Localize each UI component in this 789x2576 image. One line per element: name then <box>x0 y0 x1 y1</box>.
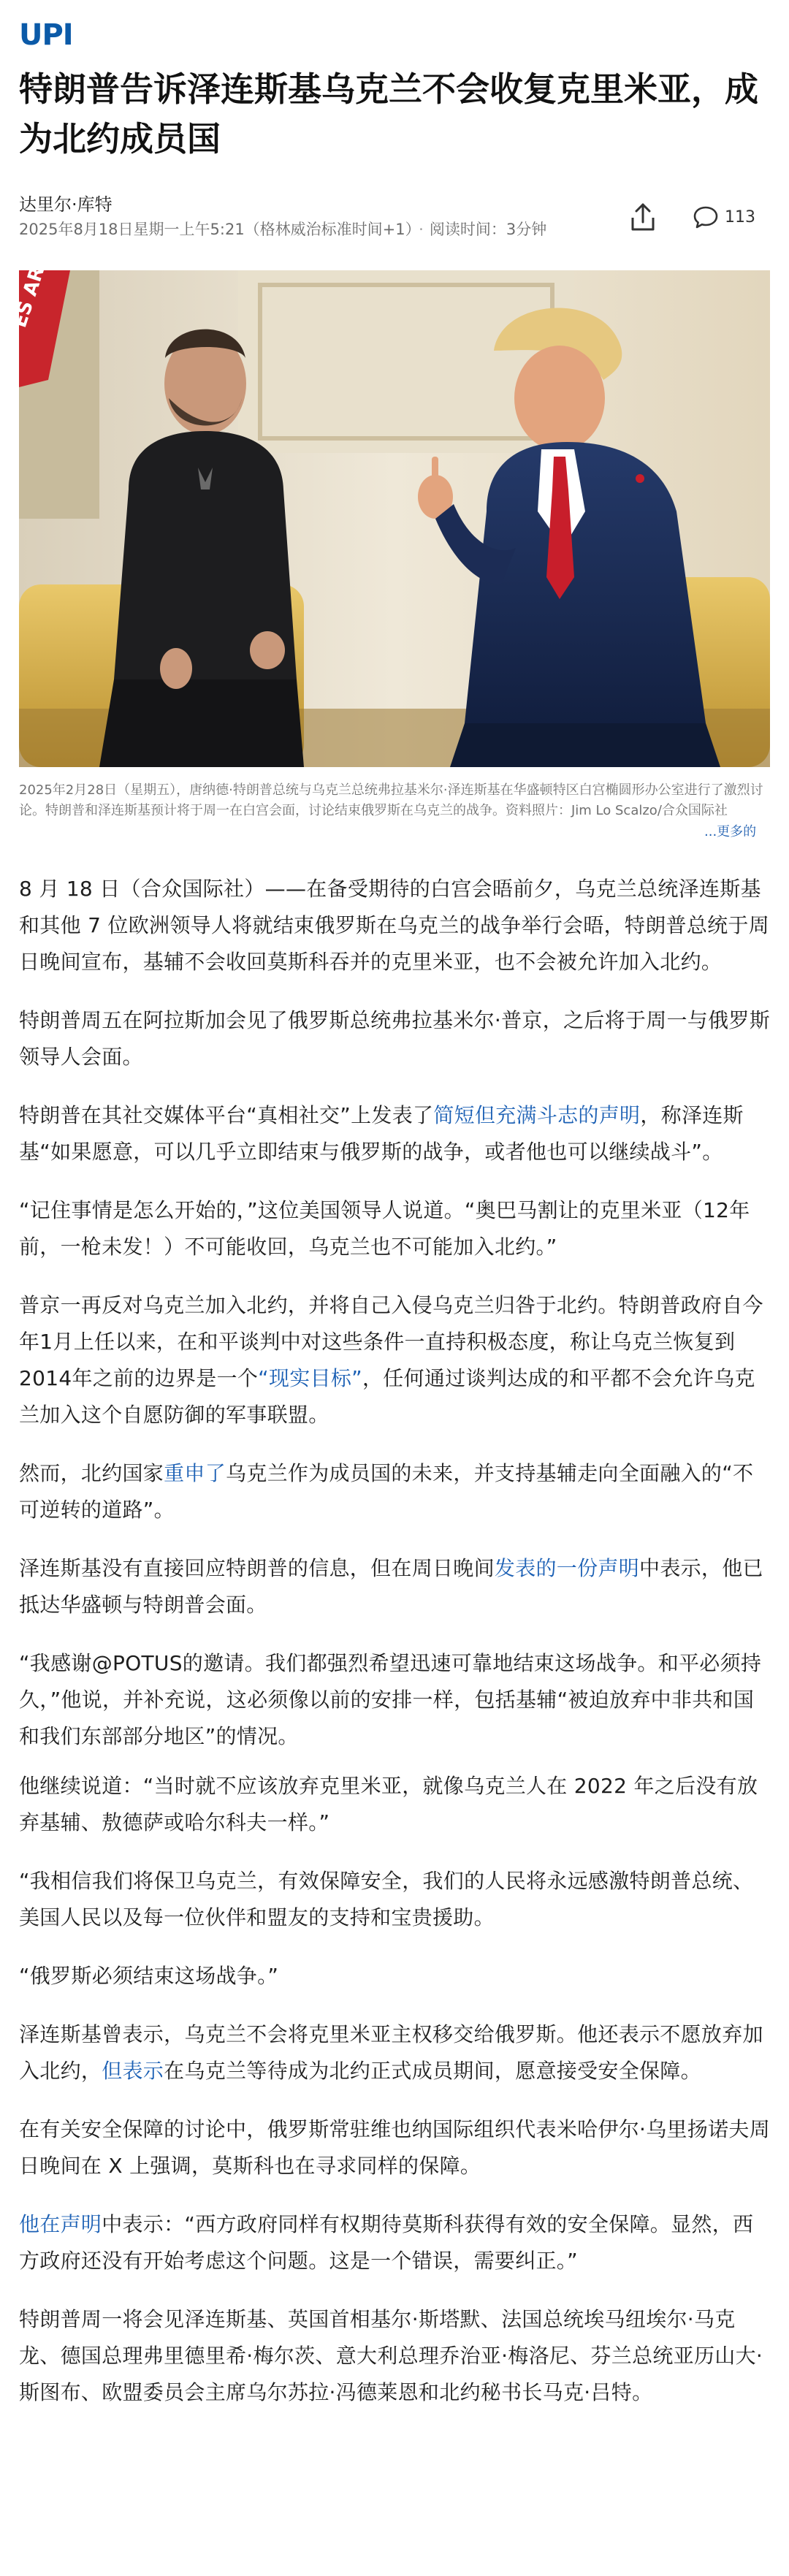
paragraph-text: 在有关安全保障的讨论中，俄罗斯常驻维也纳国际组织代表米哈伊尔·乌里扬诺夫周日晚间在 X 上强调，莫斯科也在寻求同样的保障。 <box>19 2117 771 2178</box>
article-paragraph <box>19 871 771 980</box>
article-paragraph <box>19 1768 771 1841</box>
article-paragraph <box>19 1192 771 1265</box>
paragraph-text: 特朗普周五在阿拉斯加会见了俄罗斯总统弗拉基米尔·普京，之后将于周一与俄罗斯领导人会面。 <box>19 1008 771 1069</box>
inline-link[interactable]: 但表示 <box>102 2059 164 2083</box>
paragraph-text: 在乌克兰等待成为北约正式成员期间，愿意接受安全保障。 <box>164 2059 701 2083</box>
paragraph-text: 乌克兰作为成员国的未来，并支持基辅走向全面融入的“不可逆转的道路”。 <box>19 1461 754 1522</box>
article-paragraph <box>19 1863 771 1936</box>
article-paragraph <box>19 1287 771 1433</box>
oval-office-photo-illustration <box>9 264 770 767</box>
paragraph-text: 中表示，他已抵达华盛顿与特朗普会面。 <box>19 1556 763 1617</box>
article-paragraph <box>19 2111 771 2184</box>
article-paragraph <box>19 2206 771 2279</box>
comment-bubble-icon <box>693 205 719 229</box>
upi-logo[interactable]: UPI <box>19 18 73 52</box>
photo-caption: 2025年2月28日（星期五），唐纳德·特朗普总统与乌克兰总统弗拉基米尔·泽连斯基在华盛顿特区白宫椭圆形办公室进行了激烈讨论。特朗普和泽连斯基预计将于周一在白宫会面，讨论结束俄罗斯在乌克兰的战争。资料照片：Jim Lo Scalzo/合众国际社 <box>19 782 763 818</box>
paragraph-text: 特朗普在其社交媒体平台“真相社交”上发表了 <box>19 1103 434 1127</box>
banner-text: ES AR <box>9 264 50 331</box>
paragraph-text: “我相信我们将保卫乌克兰，有效保障安全，我们的人民将永远感激特朗普总统、美国人民以及每一位伙伴和盟友的支持和宝贵援助。 <box>19 1869 754 1929</box>
article-paragraph <box>19 2301 771 2411</box>
caption-more-link[interactable]: ...更多的 <box>704 824 757 839</box>
article-photo[interactable] <box>9 264 770 767</box>
article-paragraph <box>19 1958 771 1994</box>
paragraph-text: ，称泽连斯基“如果愿意，可以几乎立即结束与俄罗斯的战争，或者他也可以继续战斗”。 <box>19 1103 744 1164</box>
paragraph-text: 普京一再反对乌克兰加入北约，并将自己入侵乌克兰归咎于北约。特朗普政府自今年1月上任以来，在和平谈判中对这些条件一直持积极态度，称让乌克兰恢复到2014年之前的边界是一个 <box>19 1293 763 1390</box>
paragraph-text: 泽连斯基没有直接回应特朗普的信息，但在周日晚间 <box>19 1556 495 1580</box>
meta-separator: · <box>419 221 424 238</box>
article-paragraph <box>19 1097 771 1170</box>
inline-link[interactable]: 重申了 <box>164 1461 226 1485</box>
article-body <box>19 871 771 2433</box>
comments-button[interactable] <box>693 205 755 229</box>
paragraph-text: 中表示：“西方政府同样有权期待莫斯科获得有效的安全保障。显然，西方政府还没有开始考虑这个问题。这是一个错误，需要纠正。” <box>19 2212 754 2273</box>
inline-link[interactable]: “现实目标” <box>258 1366 362 1390</box>
article-paragraph <box>19 1645 771 1755</box>
read-time: 阅读时间：3分钟 <box>429 221 547 238</box>
paragraph-text: 他继续说道：“当时就不应该放弃克里米亚，就像乌克兰人在 2022 年之后没有放弃基辅、敖德萨或哈尔科夫一样。” <box>19 1774 758 1834</box>
paragraph-text: “俄罗斯必须结束这场战争。” <box>19 1964 279 1988</box>
article-paragraph <box>19 1455 771 1528</box>
comment-count: 113 <box>725 207 755 226</box>
paragraph-text: 8 月 18 日（合众国际社）——在备受期待的白宫会晤前夕，乌克兰总统泽连斯基和其他 7 位欧洲领导人将就结束俄罗斯在乌克兰的战争举行会晤，特朗普总统于周日晚间宣布，基辅不会收回莫斯科吞并的克里米亚，也不会被允许加入北约。 <box>19 877 770 974</box>
paragraph-text: 特朗普周一将会见泽连斯基、英国首相基尔·斯塔默、法国总统埃马纽埃尔·马克龙、德国总理弗里德里希·梅尔茨、意大利总理乔治亚·梅洛尼、芬兰总统亚历山大·斯图布、欧盟委员会主席乌尔苏拉·冯德莱恩和北约秘书长马克·吕特。 <box>19 2307 763 2404</box>
paragraph-text: ，任何通过谈判达成的和平都不会允许乌克兰加入这个自愿防御的军事联盟。 <box>19 1366 755 1427</box>
publish-date: 2025年8月18日星期一上午5:21（格林威治标准时间+1） <box>19 221 413 238</box>
article-paragraph <box>19 1002 771 1075</box>
headline: 特朗普告诉泽连斯基乌克兰不会收复克里米亚，成为北约成员国 <box>19 69 758 159</box>
share-icon <box>628 202 658 232</box>
paragraph-text: “记住事情是怎么开始的，”这位美国领导人说道。“奥巴马割让的克里米亚（12年前，一枪未发！）不可能收回，乌克兰也不可能加入北约。” <box>19 1198 750 1259</box>
article-meta <box>19 218 546 240</box>
paragraph-text: 泽连斯基曾表示，乌克兰不会将克里米亚主权移交给俄罗斯。他还表示不愿放弃加入北约， <box>19 2022 763 2083</box>
inline-link[interactable]: 发表的一份声明 <box>494 1556 640 1580</box>
article-paragraph <box>19 2016 771 2089</box>
paragraph-text: 然而，北约国家 <box>19 1461 164 1485</box>
article-paragraph <box>19 1550 771 1623</box>
share-button[interactable] <box>628 202 658 232</box>
inline-link[interactable]: 简短但充满斗志的声明 <box>433 1103 641 1127</box>
inline-link[interactable]: 他在声明 <box>19 2212 102 2236</box>
author-byline[interactable]: 达里尔·库特 <box>19 194 113 215</box>
paragraph-text: “我感谢@POTUS的邀请。我们都强烈希望迅速可靠地结束这场战争。和平必须持久，”他说，并补充说，这必须像以前的安排一样，包括基辅“被迫放弃中非共和国和我们东部部分地区”的情况。 <box>19 1651 762 1748</box>
